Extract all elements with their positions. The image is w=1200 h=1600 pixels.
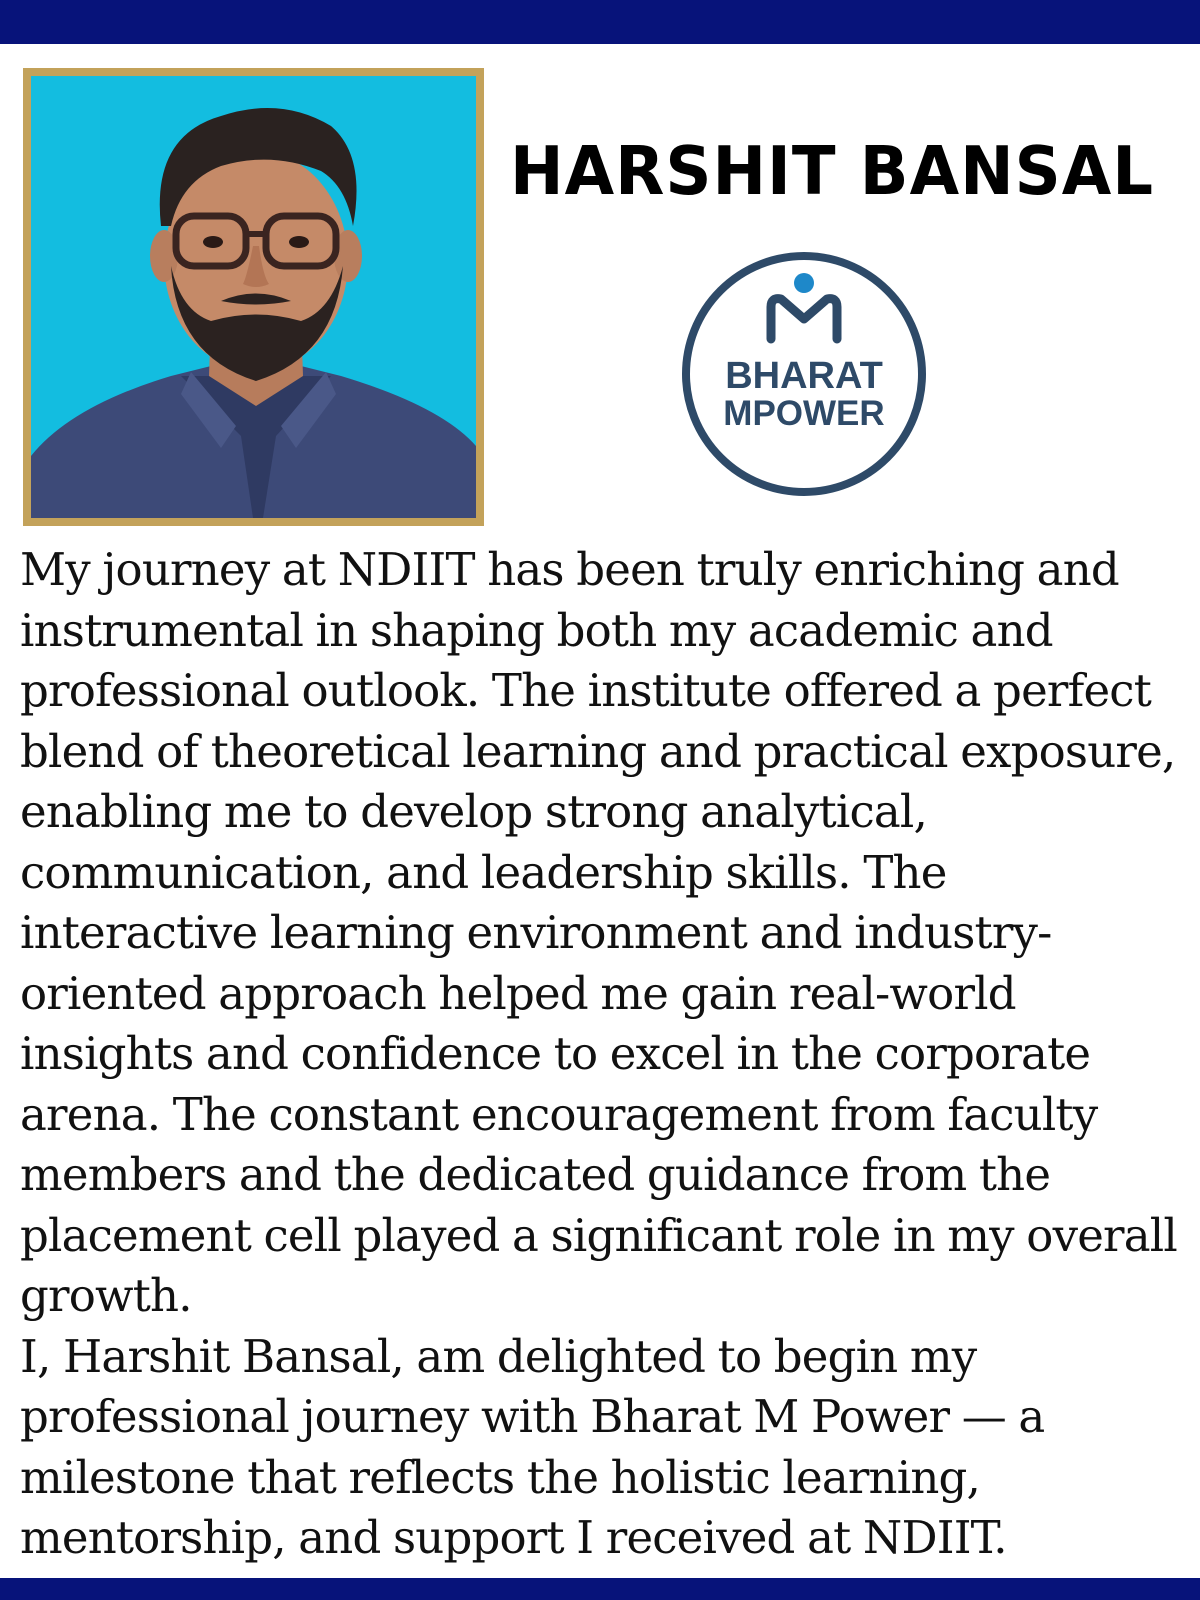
photo-frame xyxy=(23,68,484,526)
bharat-mpower-logo xyxy=(677,247,931,501)
testimonial-paragraph-1: My journey at NDIIT has been truly enriching and instrumental in shaping both my academic and professional outlook. The institute offered a perfect blend of theoretical learning and practical exposure, enabling me to develop strong analytical, communication, and leadership skills. The interactive learning environment and industry-oriented approach helped me gain real-world insights and confidence to excel in the corporate arena. The constant encouragement from faculty members and the dedicated guidance from the placement cell played a significant role in my overall growth. xyxy=(20,543,1177,1322)
testimonial-text xyxy=(20,540,1180,1569)
testimonial-paragraph-2: I, Harshit Bansal, am delighted to begin my professional journey with Bharat M Power — a milestone that reflects the holistic learning, mentorship, and support I received at NDIIT. xyxy=(20,1329,1045,1564)
logo-text-bharat: BHARAT xyxy=(725,355,883,397)
person-name: HARSHIT BANSAL xyxy=(510,133,1155,211)
bottom-band xyxy=(0,1578,1200,1600)
logo-text-mpower: MPOWER xyxy=(723,394,885,433)
top-band xyxy=(0,0,1200,44)
profile-photo xyxy=(31,76,476,518)
